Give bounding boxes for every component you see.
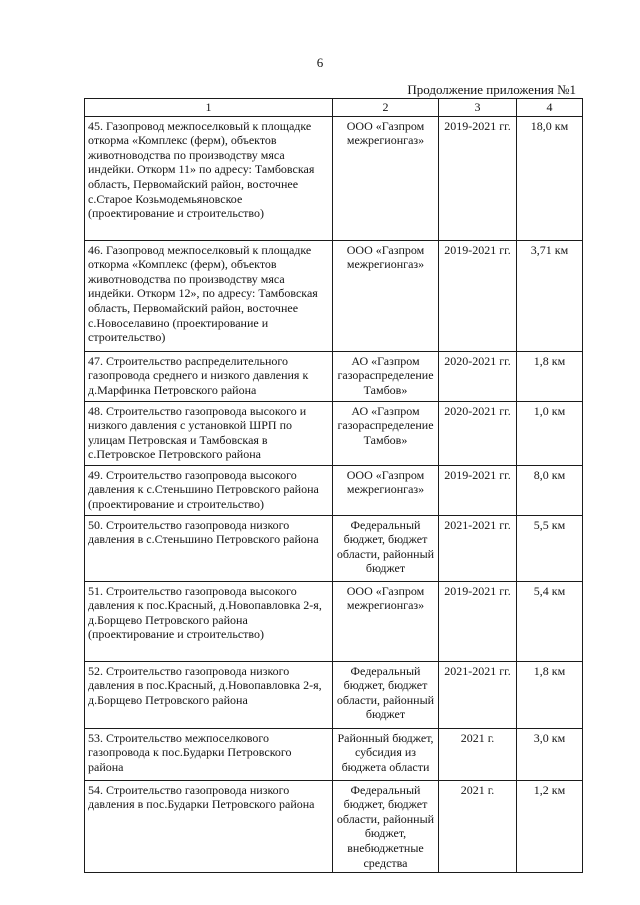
- table-row: [85, 351, 583, 401]
- header-row: [85, 99, 583, 117]
- object-description-cell: 50. Строительство газопровода низкого давления в с.Стеньшино Петровского района: [85, 515, 333, 581]
- table-row: [85, 116, 583, 240]
- period-cell: 2019-2021 гг.: [439, 116, 517, 240]
- table-row: [85, 240, 583, 351]
- length-cell: 8,0 км: [517, 465, 583, 515]
- period-cell: 2021-2021 гг.: [439, 661, 517, 728]
- table-row: [85, 515, 583, 581]
- length-cell: 5,5 км: [517, 515, 583, 581]
- funding-source-cell: Федеральный бюджет, бюджет области, районный бюджет, внебюджетные средства: [333, 780, 439, 873]
- length-cell: 1,0 км: [517, 401, 583, 465]
- period-cell: 2019-2021 гг.: [439, 465, 517, 515]
- header-cell-4: 4: [517, 99, 583, 117]
- funding-source-cell: АО «Газпром газораспределение Тамбов»: [333, 351, 439, 401]
- table-row: [85, 465, 583, 515]
- table-row: [85, 728, 583, 780]
- header-cell-1: 1: [85, 99, 333, 117]
- length-cell: 18,0 км: [517, 116, 583, 240]
- length-cell: 1,8 км: [517, 661, 583, 728]
- period-cell: 2021 г.: [439, 780, 517, 873]
- object-description-cell: 48. Строительство газопровода высокого и низкого давления с установкой ШРП по улицам Петровская и Тамбовская в с.Петровское Петровского района: [85, 401, 333, 465]
- appendix-continuation-caption: Продолжение приложения №1: [407, 82, 576, 97]
- table-row: [85, 401, 583, 465]
- funding-source-cell: Федеральный бюджет, бюджет области, районный бюджет: [333, 661, 439, 728]
- object-description-cell: 45. Газопровод межпоселковый к площадке откорма «Комплекс (ферм), объектов животноводства по производству мяса индейки. Откорм 11» по адресу: Тамбовская область, Первомайский район, восточнее с.Старое Козьмодемьяновское (проектирование и строительство): [85, 116, 333, 240]
- length-cell: 5,4 км: [517, 581, 583, 661]
- funding-source-cell: АО «Газпром газораспределение Тамбов»: [333, 401, 439, 465]
- funding-source-cell: ООО «Газпром межрегионгаз»: [333, 581, 439, 661]
- table-row: [85, 661, 583, 728]
- object-description-cell: 49. Строительство газопровода высокого давления к с.Стеньшино Петровского района (проектирование и строительство): [85, 465, 333, 515]
- period-cell: 2019-2021 гг.: [439, 240, 517, 351]
- funding-source-cell: ООО «Газпром межрегионгаз»: [333, 240, 439, 351]
- period-cell: 2020-2021 гг.: [439, 401, 517, 465]
- page-number: 6: [316, 55, 324, 70]
- funding-source-cell: ООО «Газпром межрегионгаз»: [333, 116, 439, 240]
- funding-source-cell: Федеральный бюджет, бюджет области, районный бюджет: [333, 515, 439, 581]
- header-cell-2: 2: [333, 99, 439, 117]
- period-cell: 2021-2021 гг.: [439, 515, 517, 581]
- period-cell: 2019-2021 гг.: [439, 581, 517, 661]
- table-row: [85, 780, 583, 873]
- length-cell: 3,71 км: [517, 240, 583, 351]
- object-description-cell: 46. Газопровод межпоселковый к площадке откорма «Комплекс (ферм), объектов животноводства по производству мяса индейки. Откорм 12», по адресу: Тамбовская область, Первомайский район, восточнее с.Новоселавино (проектирование и строительство): [85, 240, 333, 351]
- length-cell: 3,0 км: [517, 728, 583, 780]
- object-description-cell: 47. Строительство распределительного газопровода среднего и низкого давления к д.Марфинка Петровского района: [85, 351, 333, 401]
- period-cell: 2021 г.: [439, 728, 517, 780]
- header-cell-3: 3: [439, 99, 517, 117]
- funding-source-cell: Районный бюджет, субсидия из бюджета области: [333, 728, 439, 780]
- length-cell: 1,8 км: [517, 351, 583, 401]
- appendix-table: [84, 98, 583, 873]
- period-cell: 2020-2021 гг.: [439, 351, 517, 401]
- object-description-cell: 53. Строительство межпоселкового газопровода к пос.Бударки Петровского района: [85, 728, 333, 780]
- length-cell: 1,2 км: [517, 780, 583, 873]
- object-description-cell: 52. Строительство газопровода низкого давления в пос.Красный, д.Новопавловка 2-я, д.Борщево Петровского района: [85, 661, 333, 728]
- object-description-cell: 51. Строительство газопровода высокого давления к пос.Красный, д.Новопавловка 2-я, д.Борщево Петровского района (проектирование и строительство): [85, 581, 333, 661]
- object-description-cell: 54. Строительство газопровода низкого давления в пос.Бударки Петровского района: [85, 780, 333, 873]
- table-row: [85, 581, 583, 661]
- funding-source-cell: ООО «Газпром межрегионгаз»: [333, 465, 439, 515]
